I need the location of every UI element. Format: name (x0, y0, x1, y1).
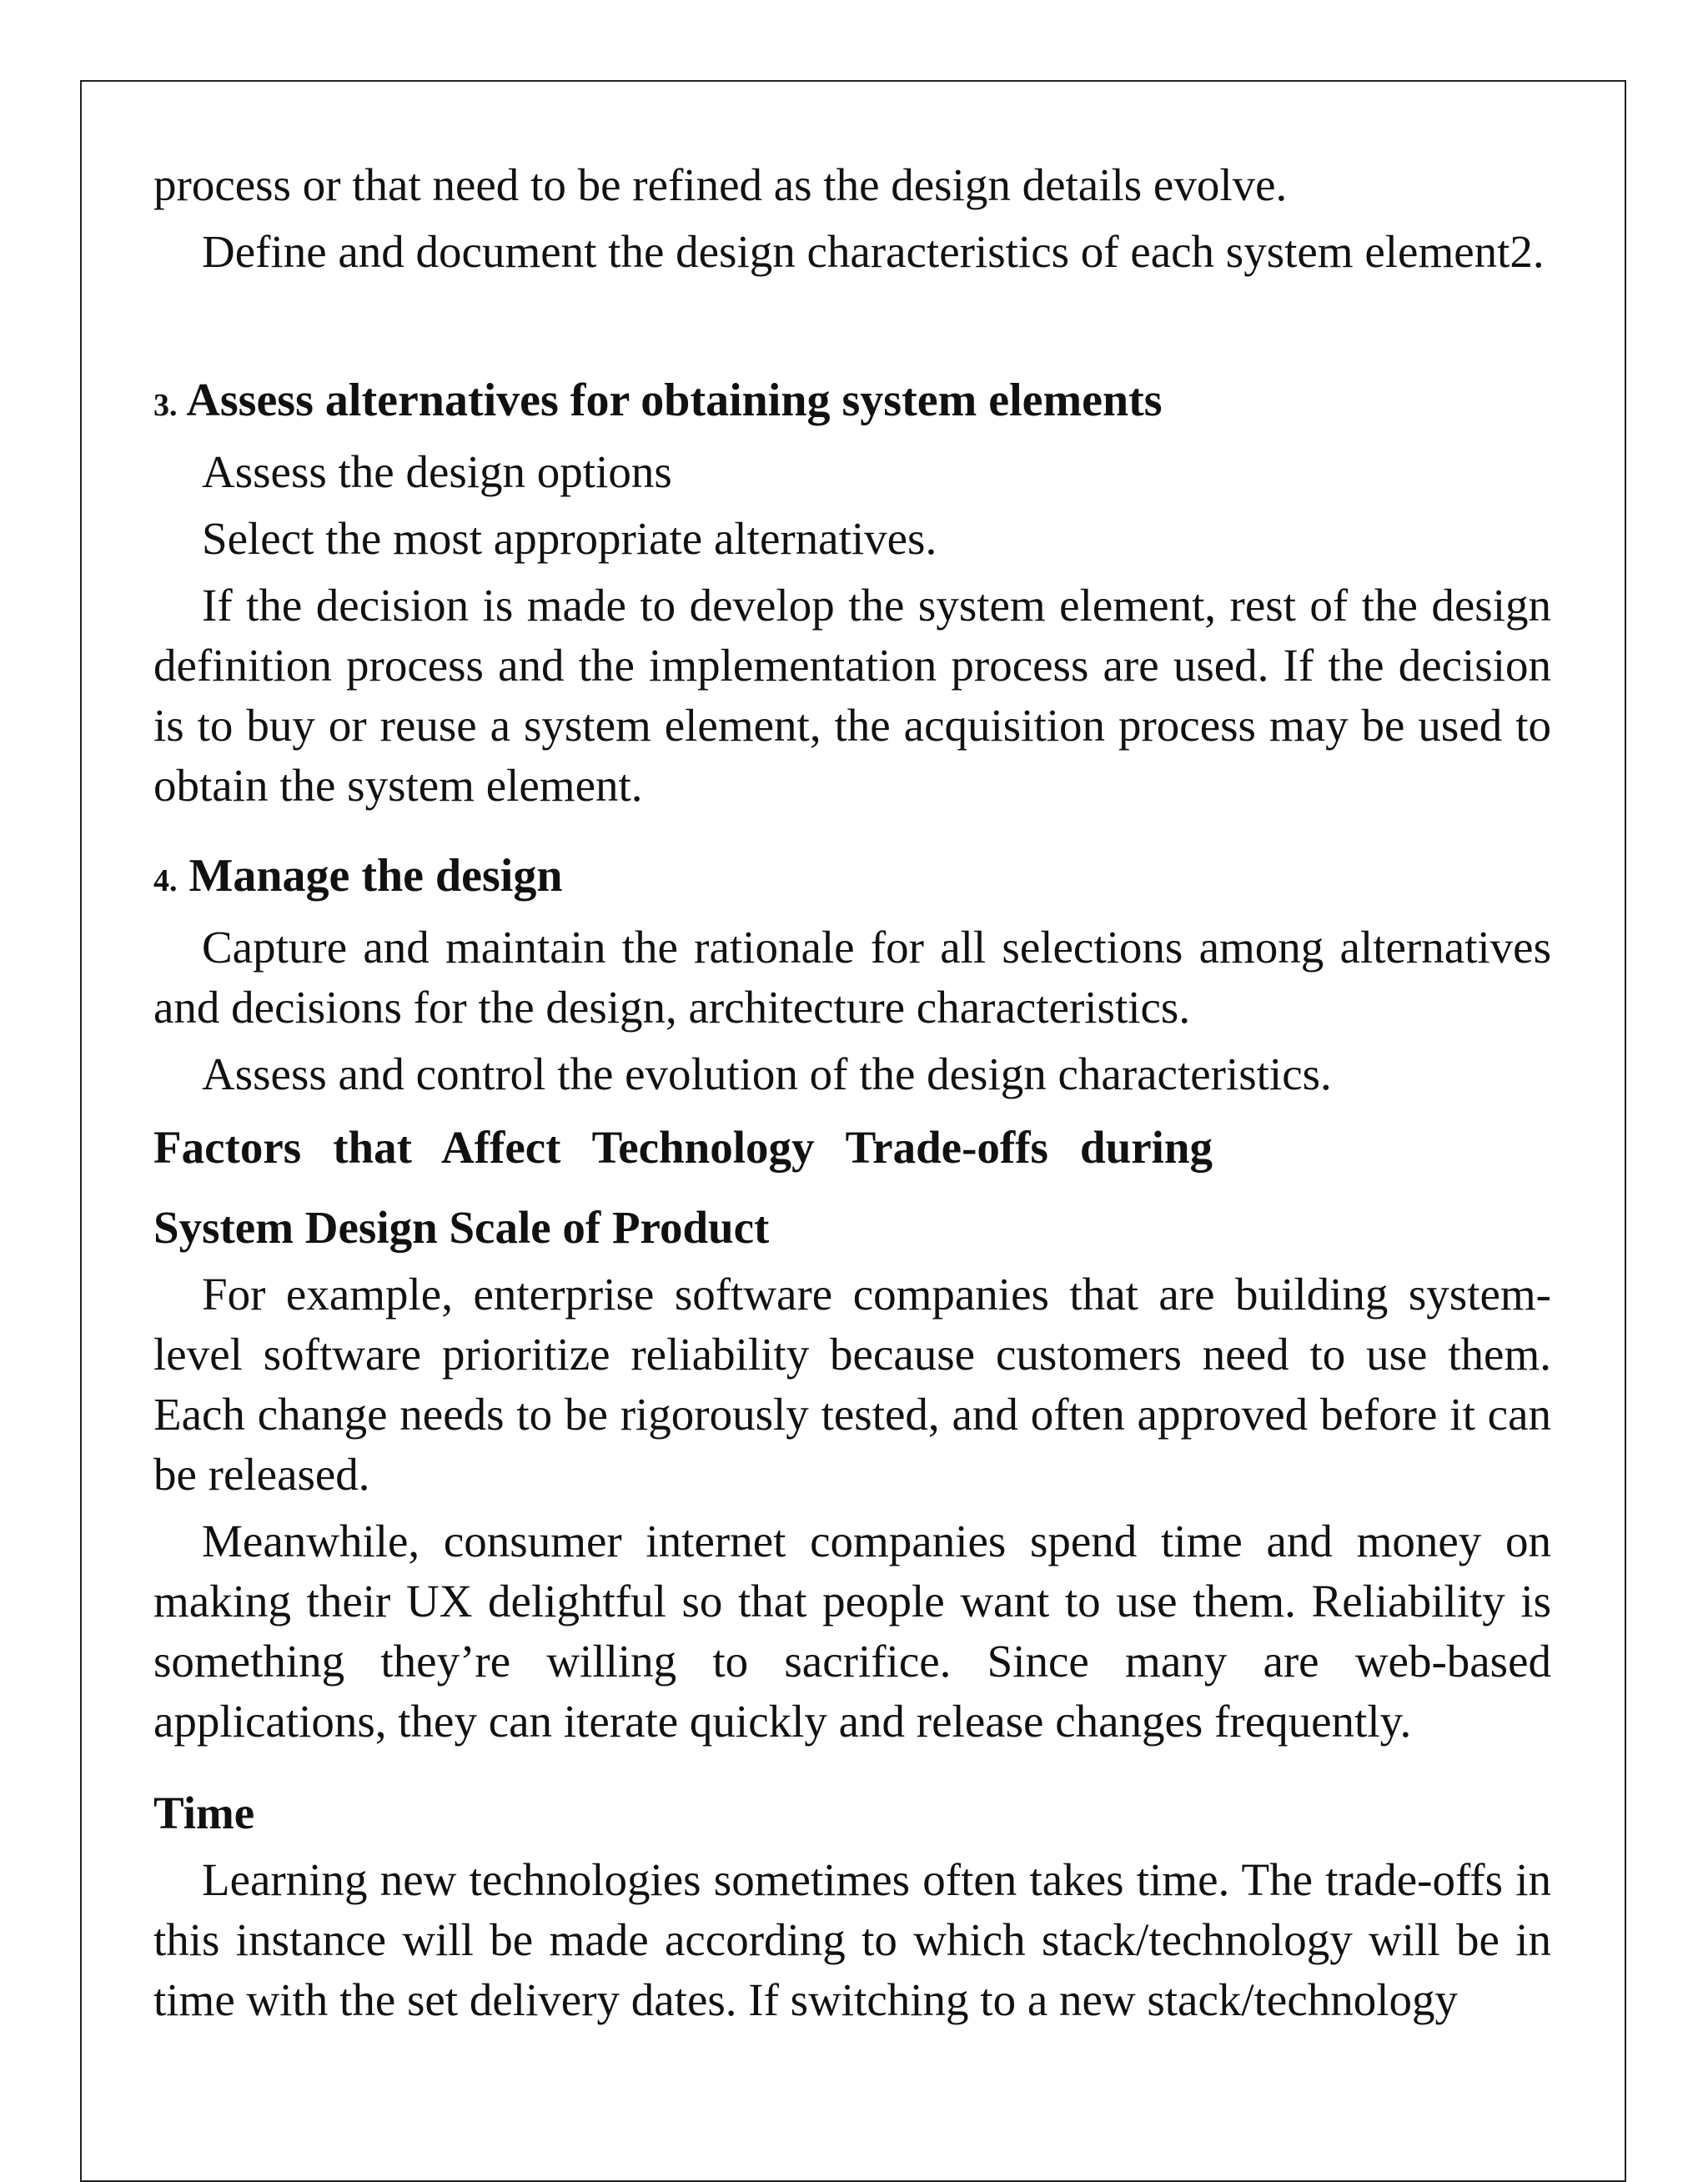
section4-title: Manage the design (188, 850, 563, 902)
section3-title: Assess alternatives for obtaining system elements (186, 375, 1163, 426)
section4-number: 4. (153, 863, 178, 898)
section3-p1: Assess the design options (202, 446, 672, 497)
section3-p3: If the decision is made to develop the system element, rest of the design definition process and the implementation process are used. If the decision is to buy or reuse a system element, the acquisition process may be used to obtain the system element. (153, 580, 1551, 811)
document-body (153, 155, 1551, 2030)
factors-p1: For example, enterprise software companies that are building system-level software prioritize reliability because customers need to use them. Each change needs to be rigorously tested, and often approved before it can be released. (153, 1269, 1551, 1500)
section4-p1: Capture and maintain the rationale for all selections among alternatives and decisions for the design, architecture characteristics. (153, 922, 1551, 1033)
factors-subheading: System Design Scale of Product (153, 1202, 770, 1253)
section3-p2: Select the most appropriate alternatives. (202, 513, 937, 564)
intro-continuation: process or that need to be refined as the design details evolve. (153, 159, 1288, 210)
intro-define: Define and document the design characteristics of each system element2. (202, 226, 1545, 277)
time-p1: Learning new technologies sometimes often takes time. The trade-offs in this instance will be made according to which stack/technology will be in time with the set delivery dates. If switching to a new stack/technology (153, 1854, 1551, 2025)
section4-p2: Assess and control the evolution of the design characteristics. (202, 1048, 1332, 1099)
section4-heading (153, 846, 1551, 911)
section3-number: 3. (153, 388, 178, 423)
time-heading: Time (153, 1787, 255, 1838)
section3-heading (153, 370, 1551, 435)
factors-heading: Factors that Affect Technology Trade-offs during (153, 1122, 1213, 1173)
factors-p2: Meanwhile, consumer internet companies spend time and money on making their UX delightful so that people want to use them. Reliability is something they’re willing to sacrifice. Since many are web-based applications, they can iterate quickly and release changes frequently. (153, 1516, 1551, 1747)
